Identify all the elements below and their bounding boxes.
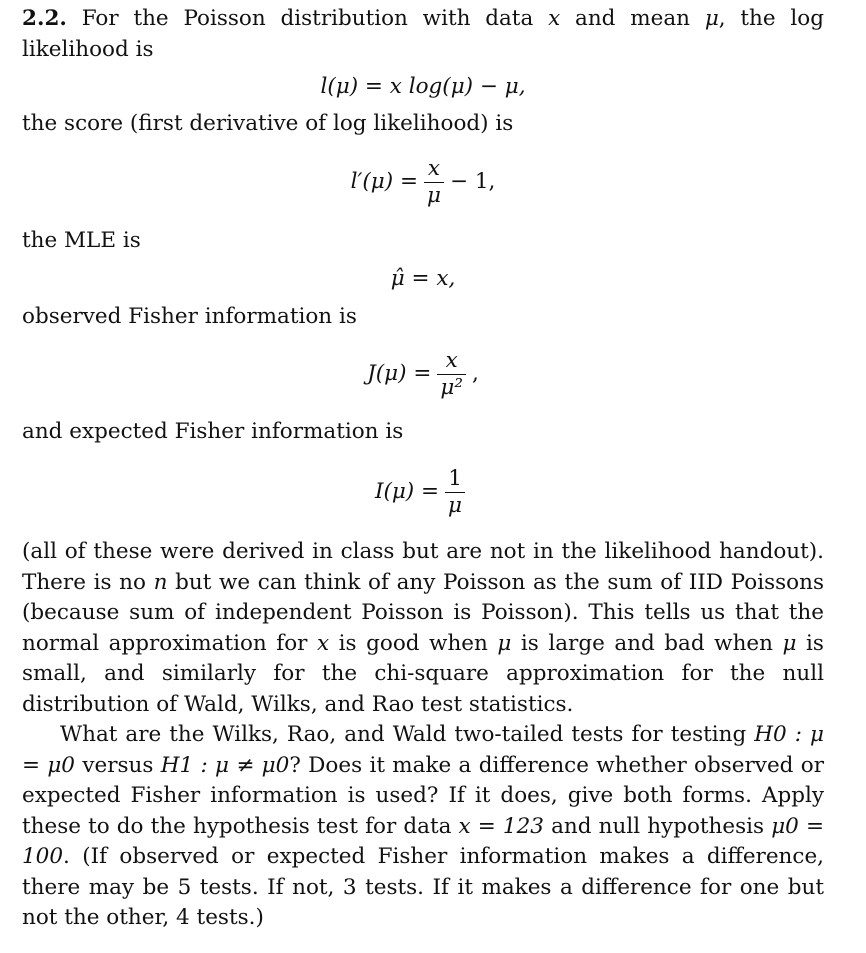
eq-obs-num: x — [445, 348, 458, 373]
para2-alt-hypothesis: H1 : μ ≠ μ0 — [160, 752, 290, 778]
eq-score — [22, 140, 824, 226]
para1-text-c: is good when — [338, 630, 488, 656]
eq-obs-rhs: , — [471, 361, 479, 387]
intro-text-a: For the Poisson distribution with data — [81, 6, 534, 31]
paragraph-approximation — [22, 537, 824, 720]
eq-score-num: x — [427, 156, 441, 181]
section-number: 2.2. — [22, 6, 67, 31]
paragraph-question — [22, 720, 824, 934]
eq-score-den: μ — [424, 182, 444, 209]
para1-text-b: but we can think of any Poisson as the sum of IID Poissons (because sum of independent Poisson is Poisson). This tells us that the normal approximation for — [22, 569, 824, 656]
eq-obs-lhs: J(μ) = — [367, 361, 432, 387]
para2-text-a: What are the Wilks, Rao, and Wald two-tailed tests for testing — [60, 722, 747, 747]
para1-text-a: (all of these were derived in class but are not in the likelihood handout). There is no — [22, 539, 824, 595]
para1-text-e: is small, and similarly for the chi-square approximation for the null distribution of Wald, Wilks, and Rao test statistics. — [22, 630, 824, 717]
eq-obs-den: μ² — [437, 374, 466, 401]
intro-text-c: , the log likelihood is — [22, 6, 825, 62]
eq-exp-lhs: I(μ) = — [374, 478, 440, 504]
eq-score-lhs: l′(μ) = — [350, 169, 418, 195]
para2-text-b: versus — [82, 752, 154, 778]
eq-log-likelihood-text: l(μ) = x log(μ) − μ, — [320, 73, 526, 99]
eq-mle — [22, 256, 824, 302]
eq-mle-text: μ̂ = x, — [390, 265, 456, 291]
para2-text-d: and null hypothesis — [551, 813, 765, 839]
eq-exp-fraction — [445, 466, 465, 519]
para1-text-d: is large and bad when — [520, 630, 773, 656]
eq-exp-num: 1 — [448, 465, 462, 491]
intro-text-b: and mean — [575, 6, 691, 31]
para2-null-value: μ0 = 100 — [22, 813, 824, 869]
para1-var-mu-small: μ — [782, 630, 797, 656]
var-x: x — [548, 6, 561, 31]
para2-text-e: . (If observed or expected Fisher information makes a difference, there may be 5 tests. If not, 3 tests. If it makes a difference for one but not the other, 4 tests.) — [22, 844, 824, 930]
var-mu: μ — [704, 6, 719, 31]
para2-text-c: ? Does it make a difference whether observed or expected Fisher information is used? If it does, give both forms. Apply these to do the hypothesis test for data — [22, 752, 824, 839]
para1-var-n: n — [153, 569, 168, 595]
mle-text: the MLE is — [22, 227, 141, 253]
problem-intro — [22, 4, 824, 65]
para1-var-mu-large: μ — [497, 630, 512, 656]
eq-score-rhs: − 1, — [449, 169, 496, 195]
para1-var-x: x — [317, 630, 330, 656]
score-text: the score (first derivative of log likelihood) is — [22, 111, 514, 136]
eq-score-fraction — [424, 156, 444, 209]
eq-observed-info — [22, 333, 824, 417]
observed-info-text: observed Fisher information is — [22, 304, 357, 329]
eq-obs-fraction — [437, 348, 466, 401]
eq-exp-den: μ — [445, 492, 465, 519]
para2-data-value: x = 123 — [458, 813, 544, 839]
eq-log-likelihood — [22, 65, 824, 109]
para2-null-hypothesis: H0 : μ = μ0 — [22, 722, 824, 778]
eq-expected-info — [22, 447, 824, 537]
expected-info-text: and expected Fisher information is — [22, 418, 404, 444]
